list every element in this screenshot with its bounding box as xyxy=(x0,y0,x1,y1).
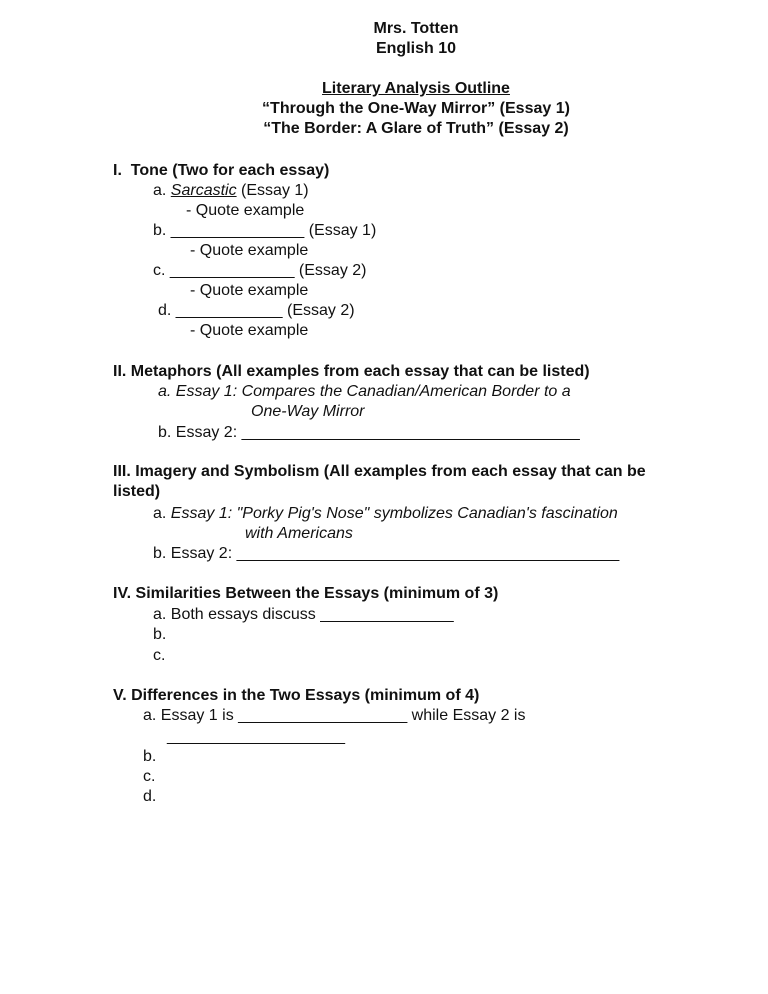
section1-item-a xyxy=(153,181,309,201)
section4-item-c: c. xyxy=(153,647,166,664)
section2-heading: II. Metaphors (All examples from each essay that can be listed) xyxy=(113,363,590,380)
section5-item-a-line1: a. Essay 1 is ___________________ while Essay 2 is xyxy=(143,707,526,724)
section5-item-c: c. xyxy=(143,768,156,785)
section2-item-a-line2: One-Way Mirror xyxy=(251,403,365,420)
section1-item-b-quote: - Quote example xyxy=(190,242,309,259)
section1-item-d: d. ____________ (Essay 2) xyxy=(158,302,355,319)
document-title-text: Literary Analysis Outline xyxy=(322,80,510,97)
essay1-title: “Through the One-Way Mirror” (Essay 1) xyxy=(262,100,570,117)
course-name: English 10 xyxy=(375,40,457,57)
section5-item-b: b. xyxy=(143,748,157,765)
section4-heading: IV. Similarities Between the Essays (minimum of 3) xyxy=(113,585,499,602)
section1-item-a-word: Sarcastic xyxy=(170,182,237,199)
teacher-name: Mrs. Totten xyxy=(373,20,459,37)
section1-heading: I. Tone (Two for each essay) xyxy=(113,162,330,179)
document-title xyxy=(0,79,768,99)
section3-item-a-line2: with Americans xyxy=(245,525,353,542)
section1-item-a-suffix: (Essay 1) xyxy=(236,182,309,199)
section1-item-b: b. _______________ (Essay 1) xyxy=(153,222,377,239)
section3-heading-line1: III. Imagery and Symbolism (All examples from each essay that can be xyxy=(113,463,646,480)
section1-item-a-quote: - Quote example xyxy=(186,202,305,219)
section5-heading: V. Differences in the Two Essays (minimum of 4) xyxy=(113,687,480,704)
section1-item-c-quote: - Quote example xyxy=(190,282,309,299)
section3-item-b: b. Essay 2: ___________________________________________ xyxy=(153,545,620,562)
section3-heading-line2: listed) xyxy=(113,483,161,500)
section4-item-b: b. xyxy=(153,626,167,643)
section5-item-a-line2: ____________________ xyxy=(167,728,345,745)
essay2-title: “The Border: A Glare of Truth” (Essay 2) xyxy=(263,120,569,137)
section1-item-d-quote: - Quote example xyxy=(190,322,309,339)
section1-item-a-prefix: a. xyxy=(153,182,171,199)
section3-item-a-text: Essay 1: "Porky Pig's Nose" symbolizes Canadian's fascination xyxy=(170,505,618,522)
section2-item-a-line1: a. Essay 1: Compares the Canadian/American Border to a xyxy=(158,383,571,400)
section1-item-c: c. ______________ (Essay 2) xyxy=(153,262,367,279)
section5-item-d: d. xyxy=(143,788,157,805)
section3-item-a-line1 xyxy=(153,504,618,524)
section2-item-b: b. Essay 2: ______________________________________ xyxy=(158,424,580,441)
section4-item-a: a. Both essays discuss _______________ xyxy=(153,606,454,623)
section3-item-a-prefix: a. xyxy=(153,505,171,522)
